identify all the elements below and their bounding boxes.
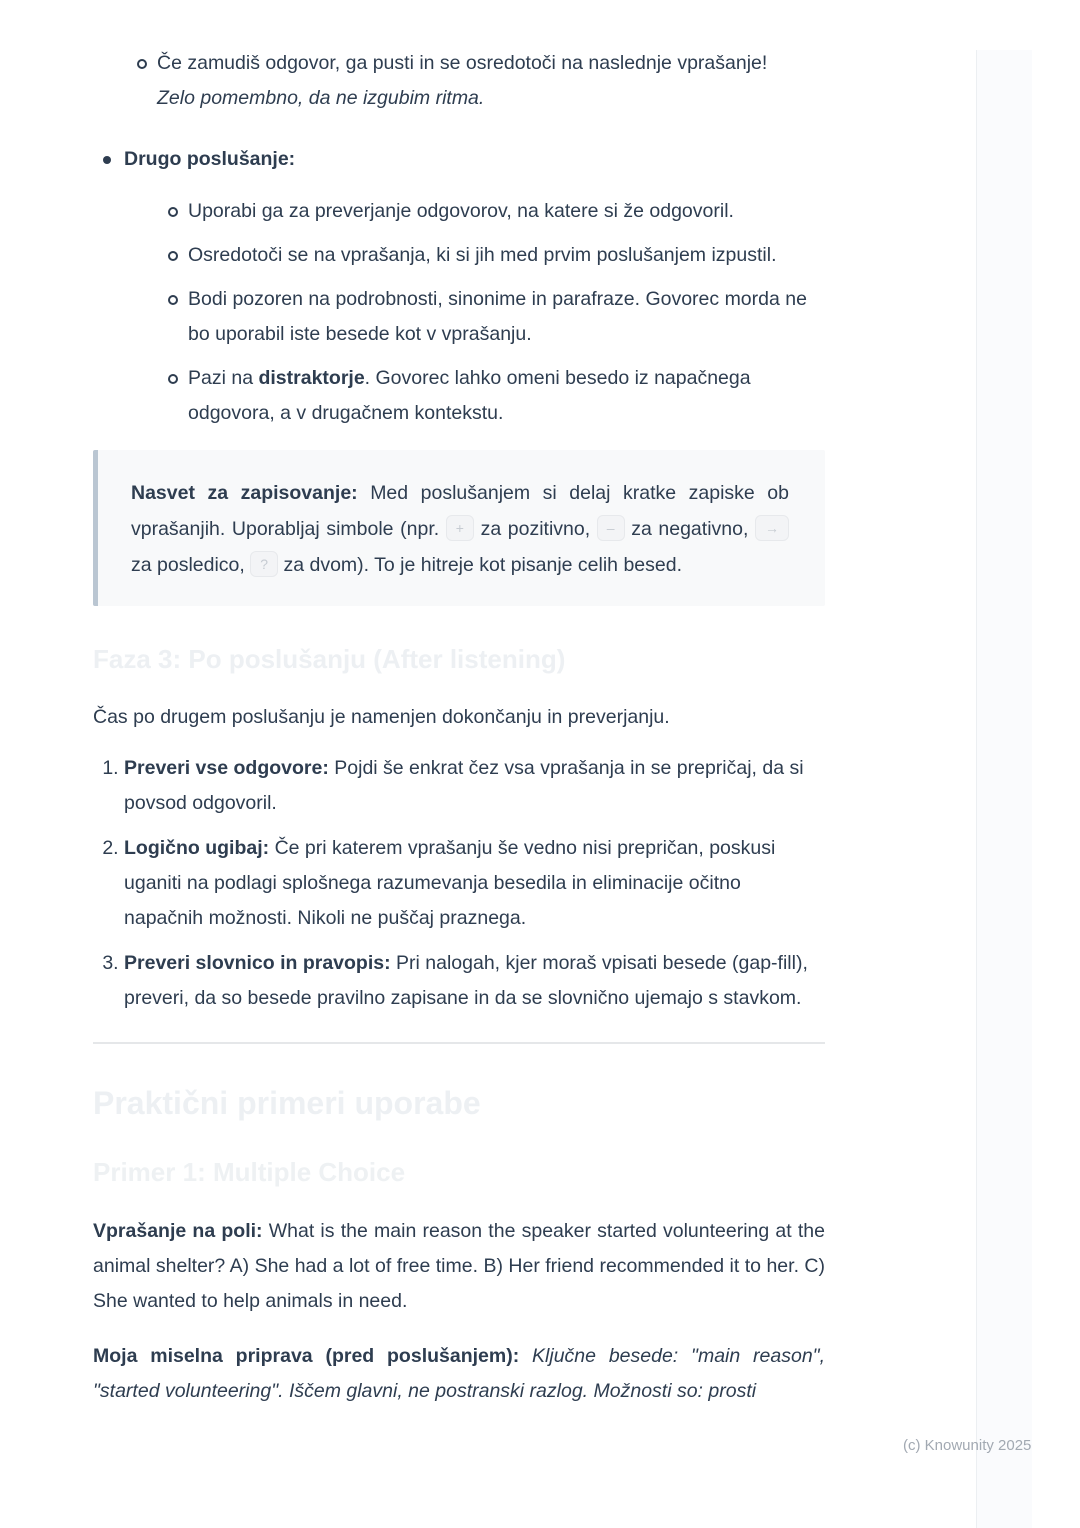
list-item (124, 282, 825, 352)
callout-segment: za negativno, (624, 518, 755, 540)
document-content (93, 46, 825, 1409)
list-item-text-pre: Pazi na (188, 367, 259, 389)
question-text: What is the main reason the speaker started volunteering at the animal shelter? A) She had a lot of free time. B) Her friend recommended it to her. C) She wanted to help animals in need. (93, 1220, 825, 1312)
step-lead: Preveri vse odgovore: (124, 757, 329, 779)
page-edge-strip (976, 50, 1032, 1528)
callout-text (131, 475, 789, 583)
arrow-symbol-badge: → (755, 515, 789, 541)
step-lead: Logično ugibaj: (124, 837, 270, 859)
phase3-intro: Čas po drugem poslušanju je namenjen dokončanju in preverjanju. (93, 706, 670, 728)
subsection-heading-primer1: Primer 1: Multiple Choice (93, 1157, 406, 1187)
list-item-note: Zelo pomembno, da ne izgubim ritma. (157, 87, 485, 109)
question-symbol-badge: ? (250, 551, 278, 577)
list-item-text: Če zamudiš odgovor, ga pusti in se osredotoči na naslednje vprašanje! (157, 52, 768, 74)
carry-over-sublist (93, 46, 825, 116)
callout-segment: za posledico, (131, 554, 251, 576)
callout-segment: za pozitivno, (473, 518, 597, 540)
step-lead: Preveri slovnico in pravopis: (124, 952, 391, 974)
plus-symbol-badge: + (446, 515, 474, 541)
section-heading-phase3: Faza 3: Po poslušanju (After listening) (93, 644, 566, 674)
circle-bullet-icon (168, 251, 178, 261)
second-listening-list (93, 142, 825, 431)
example-question-paragraph (93, 1214, 825, 1319)
list-item (93, 46, 825, 116)
question-lead: Vprašanje na poli: (93, 1220, 263, 1242)
prep-text: Ključne besede: "main reason", "started volunteering". Iščem glavni, ne postranski razlog. Možnosti so: prosti (93, 1345, 825, 1402)
circle-bullet-icon (137, 59, 147, 69)
phase3-steps-list (93, 751, 825, 1016)
circle-bullet-icon (168, 295, 178, 305)
minus-symbol-badge: – (597, 515, 625, 541)
list-item (124, 238, 825, 273)
list-item (124, 831, 825, 936)
list-item-title: Drugo poslušanje: (124, 148, 296, 170)
list-item-text-post: . Govorec lahko omeni besedo iz napačnega odgovora, a v drugačnem kontekstu. (188, 367, 751, 424)
list-item-text: Bodi pozoren na podrobnosti, sinonime in parafraze. Govorec morda ne bo uporabil iste besede kot v vprašanju. (188, 288, 807, 345)
list-item (124, 361, 825, 431)
callout-segment: za dvom). To je hitreje kot pisanje celih besed. (278, 554, 682, 576)
copyright-notice: (c) Knowunity 2025 (903, 1437, 1032, 1454)
prep-lead: Moja miselna priprava (pred poslušanjem): (93, 1345, 520, 1367)
example-prep-paragraph (93, 1339, 825, 1409)
list-item (93, 142, 825, 431)
list-item-text: Uporabi ga za preverjanje odgovorov, na katere si že odgovoril. (188, 200, 734, 222)
list-item-text: Osredotoči se na vprašanja, ki si jih med prvim poslušanjem izpustil. (188, 244, 777, 266)
circle-bullet-icon (168, 374, 178, 384)
list-item (124, 751, 825, 821)
step-text: Pojdi še enkrat čez vsa vprašanja in se prepričaj, da si povsod odgovoril. (124, 757, 804, 814)
section-heading-examples: Praktični primeri uporabe (93, 1085, 481, 1121)
disc-bullet-icon (103, 156, 111, 164)
list-item (124, 194, 825, 229)
step-text: Pri nalogah, kjer moraš vpisati besede (gap-fill), preveri, da so besede pravilno zapisane in da se slovnično ujemajo s stavkom. (124, 952, 808, 1009)
list-item-text-bold: distraktorje (258, 367, 365, 389)
step-text: Če pri katerem vprašanju še vedno nisi prepričan, poskusi uganiti na podlagi splošnega razumevanja besedila in eliminacije očitno napačnih možnosti. Nikoli ne puščaj praznega. (124, 837, 776, 929)
list-item (124, 946, 825, 1016)
note-taking-tip-callout (93, 450, 825, 606)
callout-segment: Med poslušanjem si delaj kratke zapiske ob vprašanjih. Uporabljaj simbole (npr. (131, 482, 789, 540)
circle-bullet-icon (168, 207, 178, 217)
section-divider (93, 1042, 825, 1044)
second-listening-sublist (124, 194, 825, 431)
callout-lead: Nasvet za zapisovanje: (131, 482, 358, 504)
